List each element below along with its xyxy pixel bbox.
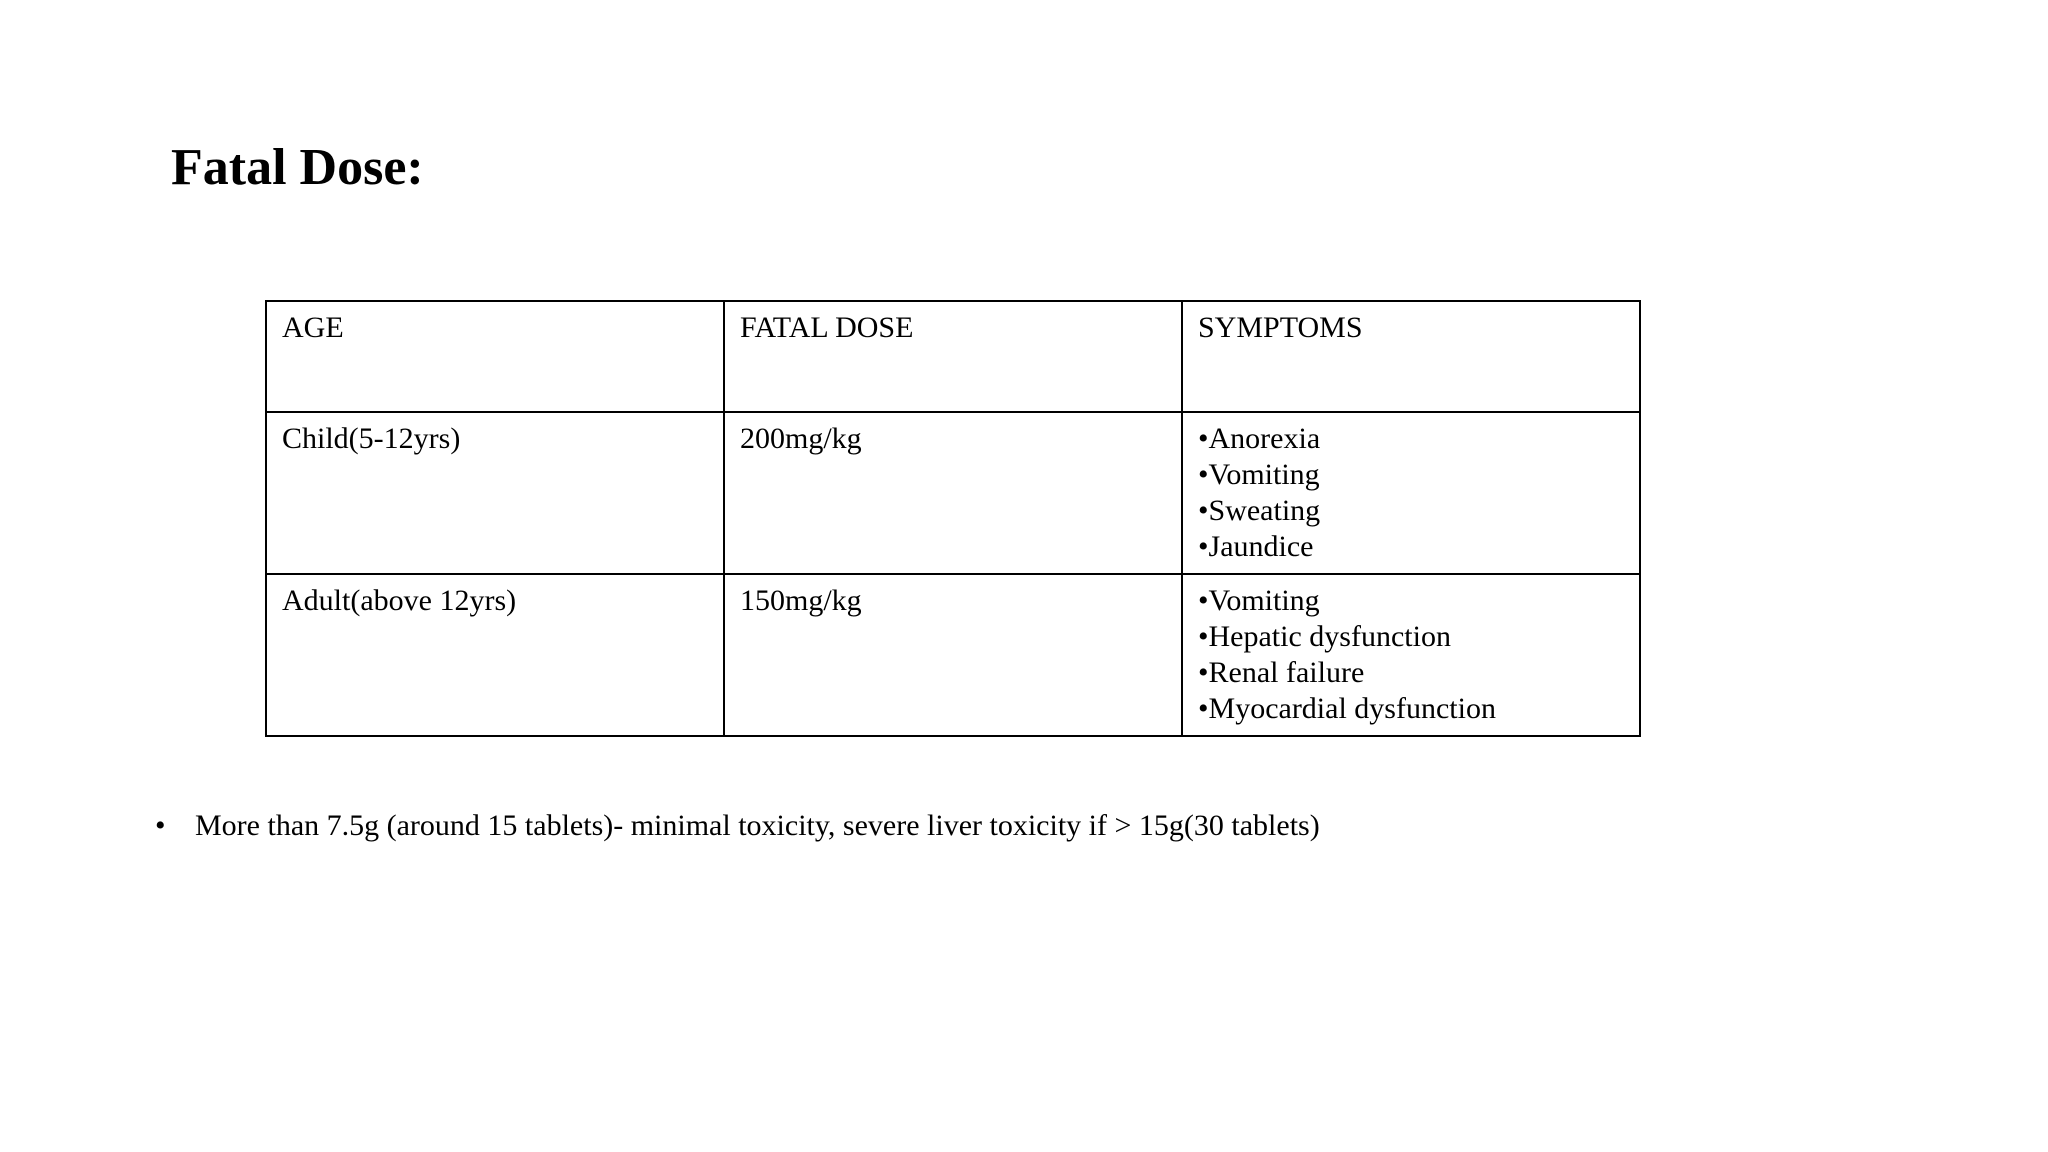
cell-symptoms	[1182, 412, 1640, 574]
cell-fatal-dose: 200mg/kg	[724, 412, 1182, 574]
symptom-item: • Vomiting	[1198, 457, 1624, 493]
cell-fatal-dose: 150mg/kg	[724, 574, 1182, 736]
symptom-item: • Sweating	[1198, 493, 1624, 529]
header-age: AGE	[266, 301, 724, 412]
symptom-item: • Myocardial dysfunction	[1198, 691, 1624, 727]
symptom-item: • Hepatic dysfunction	[1198, 619, 1624, 655]
cell-symptoms	[1182, 574, 1640, 736]
symptom-item: • Vomiting	[1198, 583, 1624, 619]
header-symptoms: SYMPTOMS	[1182, 301, 1640, 412]
symptom-list	[1198, 583, 1624, 727]
symptom-item: • Anorexia	[1198, 421, 1624, 457]
symptom-item: • Jaundice	[1198, 529, 1624, 565]
bullet-icon: •	[155, 809, 166, 842]
dose-note	[155, 808, 1320, 844]
note-text: More than 7.5g (around 15 tablets)- minimal toxicity, severe liver toxicity if > 15g(30 tablets)	[195, 809, 1320, 842]
table-row	[266, 574, 1640, 736]
header-fatal-dose: FATAL DOSE	[724, 301, 1182, 412]
cell-age: Child(5-12yrs)	[266, 412, 724, 574]
fatal-dose-table	[265, 300, 1641, 737]
symptom-list	[1198, 421, 1624, 565]
table-header-row	[266, 301, 1640, 412]
slide-title: Fatal Dose:	[171, 139, 424, 196]
table-row	[266, 412, 1640, 574]
cell-age: Adult(above 12yrs)	[266, 574, 724, 736]
symptom-item: • Renal failure	[1198, 655, 1624, 691]
